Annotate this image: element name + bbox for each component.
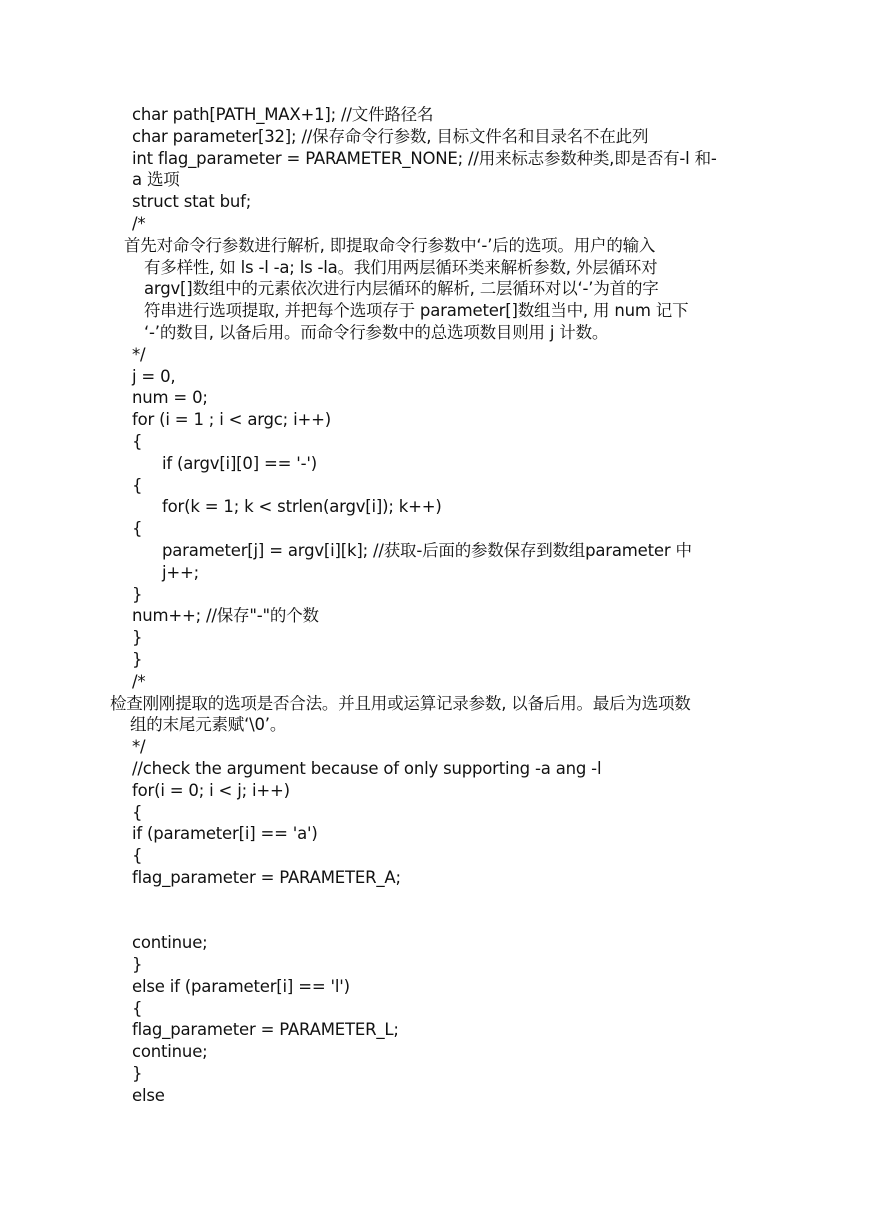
code-line: j = 0, [132,366,176,386]
code-line: else [132,1085,165,1105]
code-line: { [132,475,143,495]
code-line: num = 0; [132,388,208,408]
code-line: continue; [132,933,208,953]
code-line: } [132,584,143,604]
code-line: if (parameter[i] == 'a') [132,824,318,844]
code-line: 符串进行选项提取, 并把每个选项存于 parameter[]数组当中, 用 num 记下 [144,301,689,321]
code-line: for (i = 1 ; i < argc; i++) [132,410,331,430]
code-line: { [132,431,143,451]
code-line: a 选项 [132,170,180,190]
code-line: num++; //保存"-"的个数 [132,606,319,626]
code-line: } [132,649,143,669]
code-line: ‘-’的数目, 以备后用。而命令行参数中的总选项数目则用 j 计数。 [144,322,609,342]
code-line: */ [132,344,146,364]
code-line: 首先对命令行参数进行解析, 即提取命令行参数中‘-’后的选项。用户的输入 [124,235,656,255]
code-line [0,910,869,932]
code-line: */ [132,737,146,757]
code-line: { [132,998,143,1018]
code-line: parameter[j] = argv[i][k]; //获取-后面的参数保存到数组parameter 中 [162,540,692,560]
code-line: { [132,802,143,822]
code-line: /* [132,213,146,233]
code-line: flag_parameter = PARAMETER_L; [132,1020,399,1040]
code-line: 检查刚刚提取的选项是否合法。并且用或运算记录参数, 以备后用。最后为选项数 [110,693,691,713]
code-line: char path[PATH_MAX+1]; //文件路径名 [132,105,434,124]
code-line: for(k = 1; k < strlen(argv[i]); k++) [162,497,442,517]
code-line: int flag_parameter = PARAMETER_NONE; //用来标志参数种类,即是否有-l 和- [132,148,717,168]
code-line: 有多样性, 如 ls -l -a; ls -la。我们用两层循环类来解析参数, 外层循环对 [144,257,658,277]
code-line: else if (parameter[i] == 'l') [132,976,350,996]
code-line: flag_parameter = PARAMETER_A; [132,867,401,887]
code-line: j++; [162,562,199,582]
code-line: 组的末尾元素赋‘\0’。 [130,715,287,735]
code-line: } [132,628,143,648]
code-line: } [132,955,143,975]
code-line: { [132,519,143,539]
code-line: } [132,1064,143,1084]
code-line: struct stat buf; [132,192,252,212]
code-line: argv[]数组中的元素依次进行内层循环的解析, 二层循环对以‘-’为首的字 [144,279,659,299]
code-line: char parameter[32]; //保存命令行参数, 目标文件名和目录名不在此列 [132,126,649,146]
code-line: //check the argument because of only supporting -a ang -l [132,758,602,778]
code-line: /* [132,671,146,691]
code-line: { [132,846,143,866]
code-line: continue; [132,1042,208,1062]
code-line [0,889,869,911]
code-line: if (argv[i][0] == '-') [162,453,317,473]
code-line: for(i = 0; i < j; i++) [132,780,290,800]
code-listing [0,104,869,1107]
